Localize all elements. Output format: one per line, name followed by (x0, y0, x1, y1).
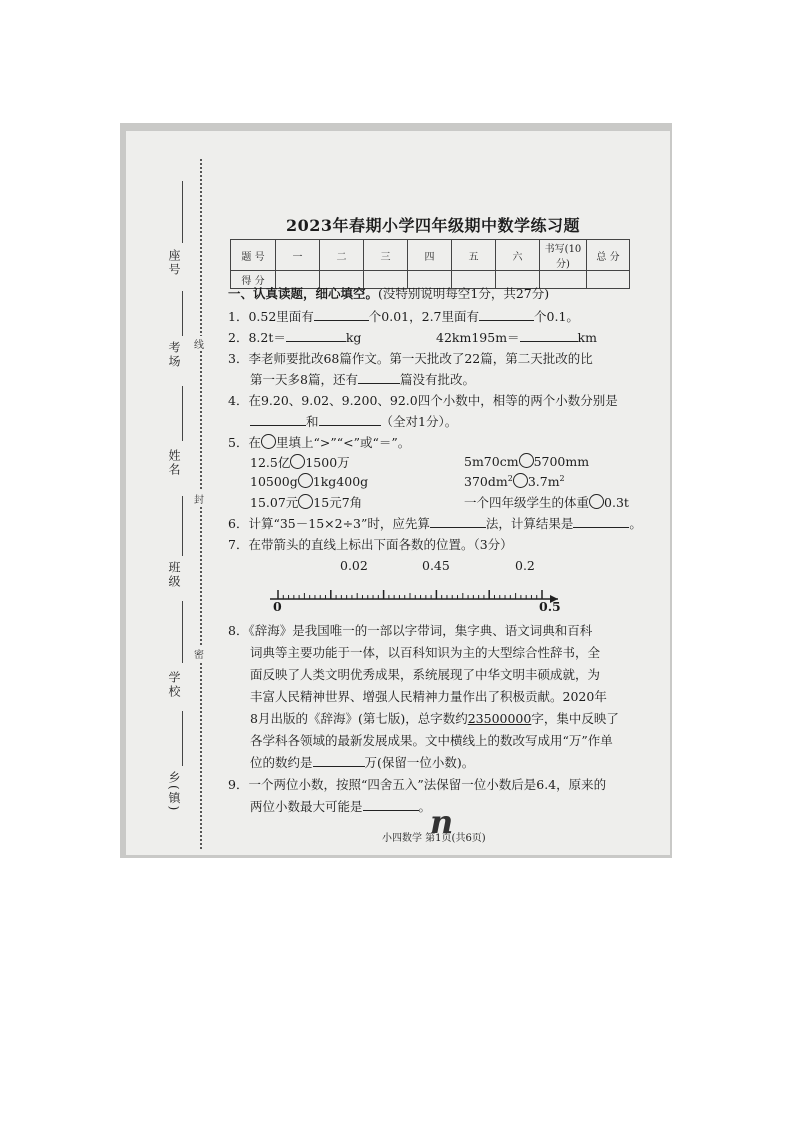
q3-text-b: 篇没有批改。 (399, 372, 475, 387)
q5-left: 5m70cm (464, 454, 519, 469)
q1-text-b: 个0.01，2.7里面有 (368, 309, 480, 324)
q5-right: 3.7m (527, 474, 560, 489)
class-line (182, 496, 183, 556)
q5-right: 1kg400g (312, 474, 369, 489)
q5-right: 15元7角 (313, 495, 363, 510)
q8-text-c: 位的数约是 (250, 755, 313, 770)
compare-circle[interactable] (290, 454, 305, 469)
question-8-line7 (250, 753, 474, 771)
question-2-left (228, 328, 361, 346)
question-4-line2 (250, 412, 457, 430)
score-header-cell: 总 分 (587, 240, 630, 271)
q3-blank[interactable] (358, 371, 400, 384)
q5-left: 15.07元 (250, 495, 299, 510)
question-4-line1: 4．在9.20、9.02、9.200、92.0四个小数中，相等的两个小数分别是 (228, 393, 618, 408)
section-heading (228, 284, 549, 302)
town-line (182, 711, 183, 766)
q5-item-2 (464, 453, 589, 469)
q8-blank[interactable] (313, 754, 365, 767)
score-header-cell: 三 (364, 240, 408, 271)
compare-circle[interactable] (589, 494, 604, 509)
question-3-line1: 3．李老师要批改68篇作文。第一天批改了22篇，第二天批改的比 (228, 351, 593, 366)
q6-text-a: 6．计算“35－15×2÷3”时，应先算 (228, 516, 430, 531)
question-1 (228, 307, 579, 325)
q5-left: 一个四年级学生的体重 (464, 495, 590, 510)
score-cell[interactable] (587, 271, 630, 289)
compare-circle[interactable] (298, 473, 313, 488)
score-header-cell: 二 (320, 240, 364, 271)
school-label: 学校 (167, 671, 181, 699)
page-title: 2023年春期小学四年级期中数学练习题 (286, 216, 581, 235)
q6-blank-1[interactable] (430, 515, 486, 528)
q1-blank-2[interactable] (479, 308, 534, 321)
score-header-cell: 五 (452, 240, 496, 271)
section-title: 一、认真读题，细心填空。 (228, 286, 379, 301)
q1-text-a: 1．0.52里面有 (228, 309, 314, 324)
q5-left: 12.5亿 (250, 455, 291, 470)
class-label: 班级 (167, 561, 181, 589)
q2-blank-1[interactable] (286, 329, 346, 342)
q5-item-4 (464, 473, 565, 489)
section-note: (没特别说明每空1分，共27分) (378, 286, 550, 301)
q5-sup: 2 (559, 473, 565, 483)
compare-circle[interactable] (298, 494, 313, 509)
question-5-intro (228, 433, 410, 451)
handwritten-scribble: n (430, 803, 454, 841)
q7-value-1: 0.02 (340, 558, 368, 573)
score-header-cell: 六 (496, 240, 540, 271)
q5-sup: 2 (507, 473, 513, 483)
q4-blank-2[interactable] (319, 413, 381, 426)
q2-text-d: km (577, 330, 597, 345)
question-8-line1: 8．《辞海》是我国唯一的一部以字带词，集字典、语文词典和百科 (228, 623, 593, 638)
name-line (182, 386, 183, 441)
q7-value-2: 0.45 (422, 558, 450, 573)
q4-text-mid: 和 (306, 414, 319, 429)
score-header-cell: 一 (276, 240, 320, 271)
compare-circle[interactable] (519, 453, 534, 468)
question-9-line2 (250, 797, 431, 815)
q2-blank-2[interactable] (520, 329, 578, 342)
q1-blank-1[interactable] (314, 308, 369, 321)
question-3-line2 (250, 370, 475, 388)
score-row-label: 得 分 (231, 271, 276, 289)
q8-text-b: 字，集中反映了 (531, 711, 619, 726)
q8-text-a: 8月出版的《辞海》(第七版)，总字数约 (250, 711, 468, 726)
q2-text-c: 42km195m＝ (436, 330, 520, 345)
exam-room-line (182, 291, 183, 336)
school-line (182, 601, 183, 663)
q2-text-a: 2．8.2t＝ (228, 330, 286, 345)
question-2-right (436, 328, 597, 346)
q5-left: 10500g (250, 474, 298, 489)
photo-background (120, 123, 672, 858)
number-line[interactable] (266, 583, 566, 615)
q5-item-3 (250, 473, 368, 489)
score-header-cell: 题 号 (231, 240, 276, 271)
question-7: 7．在带箭头的直线上标出下面各数的位置。（3分） (228, 537, 513, 552)
exam-sheet (126, 131, 670, 855)
town-label: 乡(镇) (167, 771, 181, 813)
q5-right: 1500万 (305, 455, 350, 470)
q8-text-d: 万(保留一位小数)。 (364, 755, 475, 770)
score-header-row (231, 240, 630, 271)
q7-value-3: 0.2 (515, 558, 535, 573)
page-footer: 小四数学 第1页(共6页) (382, 833, 486, 844)
question-8-line4: 丰富人民精神世界、增强人民精神力量作出了积极贡献。2020年 (250, 689, 607, 704)
question-6 (228, 514, 642, 532)
q5-right: 0.3t (604, 495, 629, 510)
seal-mark-xian: 线 (194, 336, 204, 351)
axis-end-label: 0.5 (539, 599, 561, 614)
q9-text-b: 。 (418, 799, 432, 814)
q6-text-c: 。 (629, 516, 642, 531)
q5-item-6 (464, 493, 629, 511)
question-8-line5 (250, 709, 619, 727)
q6-text-b: 法，计算结果是 (485, 516, 574, 531)
q5-right: 5700mm (533, 454, 590, 469)
exam-room-label: 考场 (167, 341, 181, 369)
seat-number-line (182, 181, 183, 243)
score-header-cell: 四 (408, 240, 452, 271)
question-8-line2: 词典等主要功能于一体，以百科知识为主的大型综合性辞书，全 (250, 645, 601, 660)
q4-blank-1[interactable] (250, 413, 306, 426)
question-9-line1: 9．一个两位小数，按照“四舍五入”法保留一位小数后是6.4，原来的 (228, 777, 607, 792)
compare-circle (261, 434, 276, 449)
seat-number-label: 座号 (167, 249, 181, 277)
q1-text-c: 个0.1。 (534, 309, 579, 324)
seal-mark-mi: 密 (194, 646, 204, 661)
axis-start-label: 0 (273, 599, 282, 614)
q5-item-1 (250, 453, 350, 471)
q5-text-a: 5．在 (228, 435, 261, 450)
q9-text-a: 两位小数最大可能是 (250, 799, 363, 814)
q5-text-b: 里填上“>”“<”或“＝”。 (275, 435, 411, 450)
q5-item-5 (250, 493, 362, 511)
seal-mark-feng: 封 (194, 491, 204, 506)
q4-text-end: （全对1分）。 (380, 414, 458, 429)
q9-blank[interactable] (363, 798, 419, 811)
q5-left: 370dm (464, 474, 508, 489)
q6-blank-2[interactable] (573, 515, 629, 528)
q8-underlined-number: 23500000 (467, 711, 532, 726)
name-label: 姓名 (167, 449, 181, 477)
question-8-line3: 面反映了人类文明优秀成果，系统展现了中华文明丰硕成就，为 (250, 667, 601, 682)
score-table (230, 239, 630, 289)
score-header-cell: 书写(10分) (540, 240, 587, 271)
compare-circle[interactable] (513, 473, 528, 488)
q3-text-a: 第一天多8篇，还有 (250, 372, 358, 387)
question-8-line6: 各学科各领域的最新发展成果。文中横线上的数改写成用“万”作单 (250, 733, 613, 748)
q2-text-b: kg (345, 330, 362, 345)
